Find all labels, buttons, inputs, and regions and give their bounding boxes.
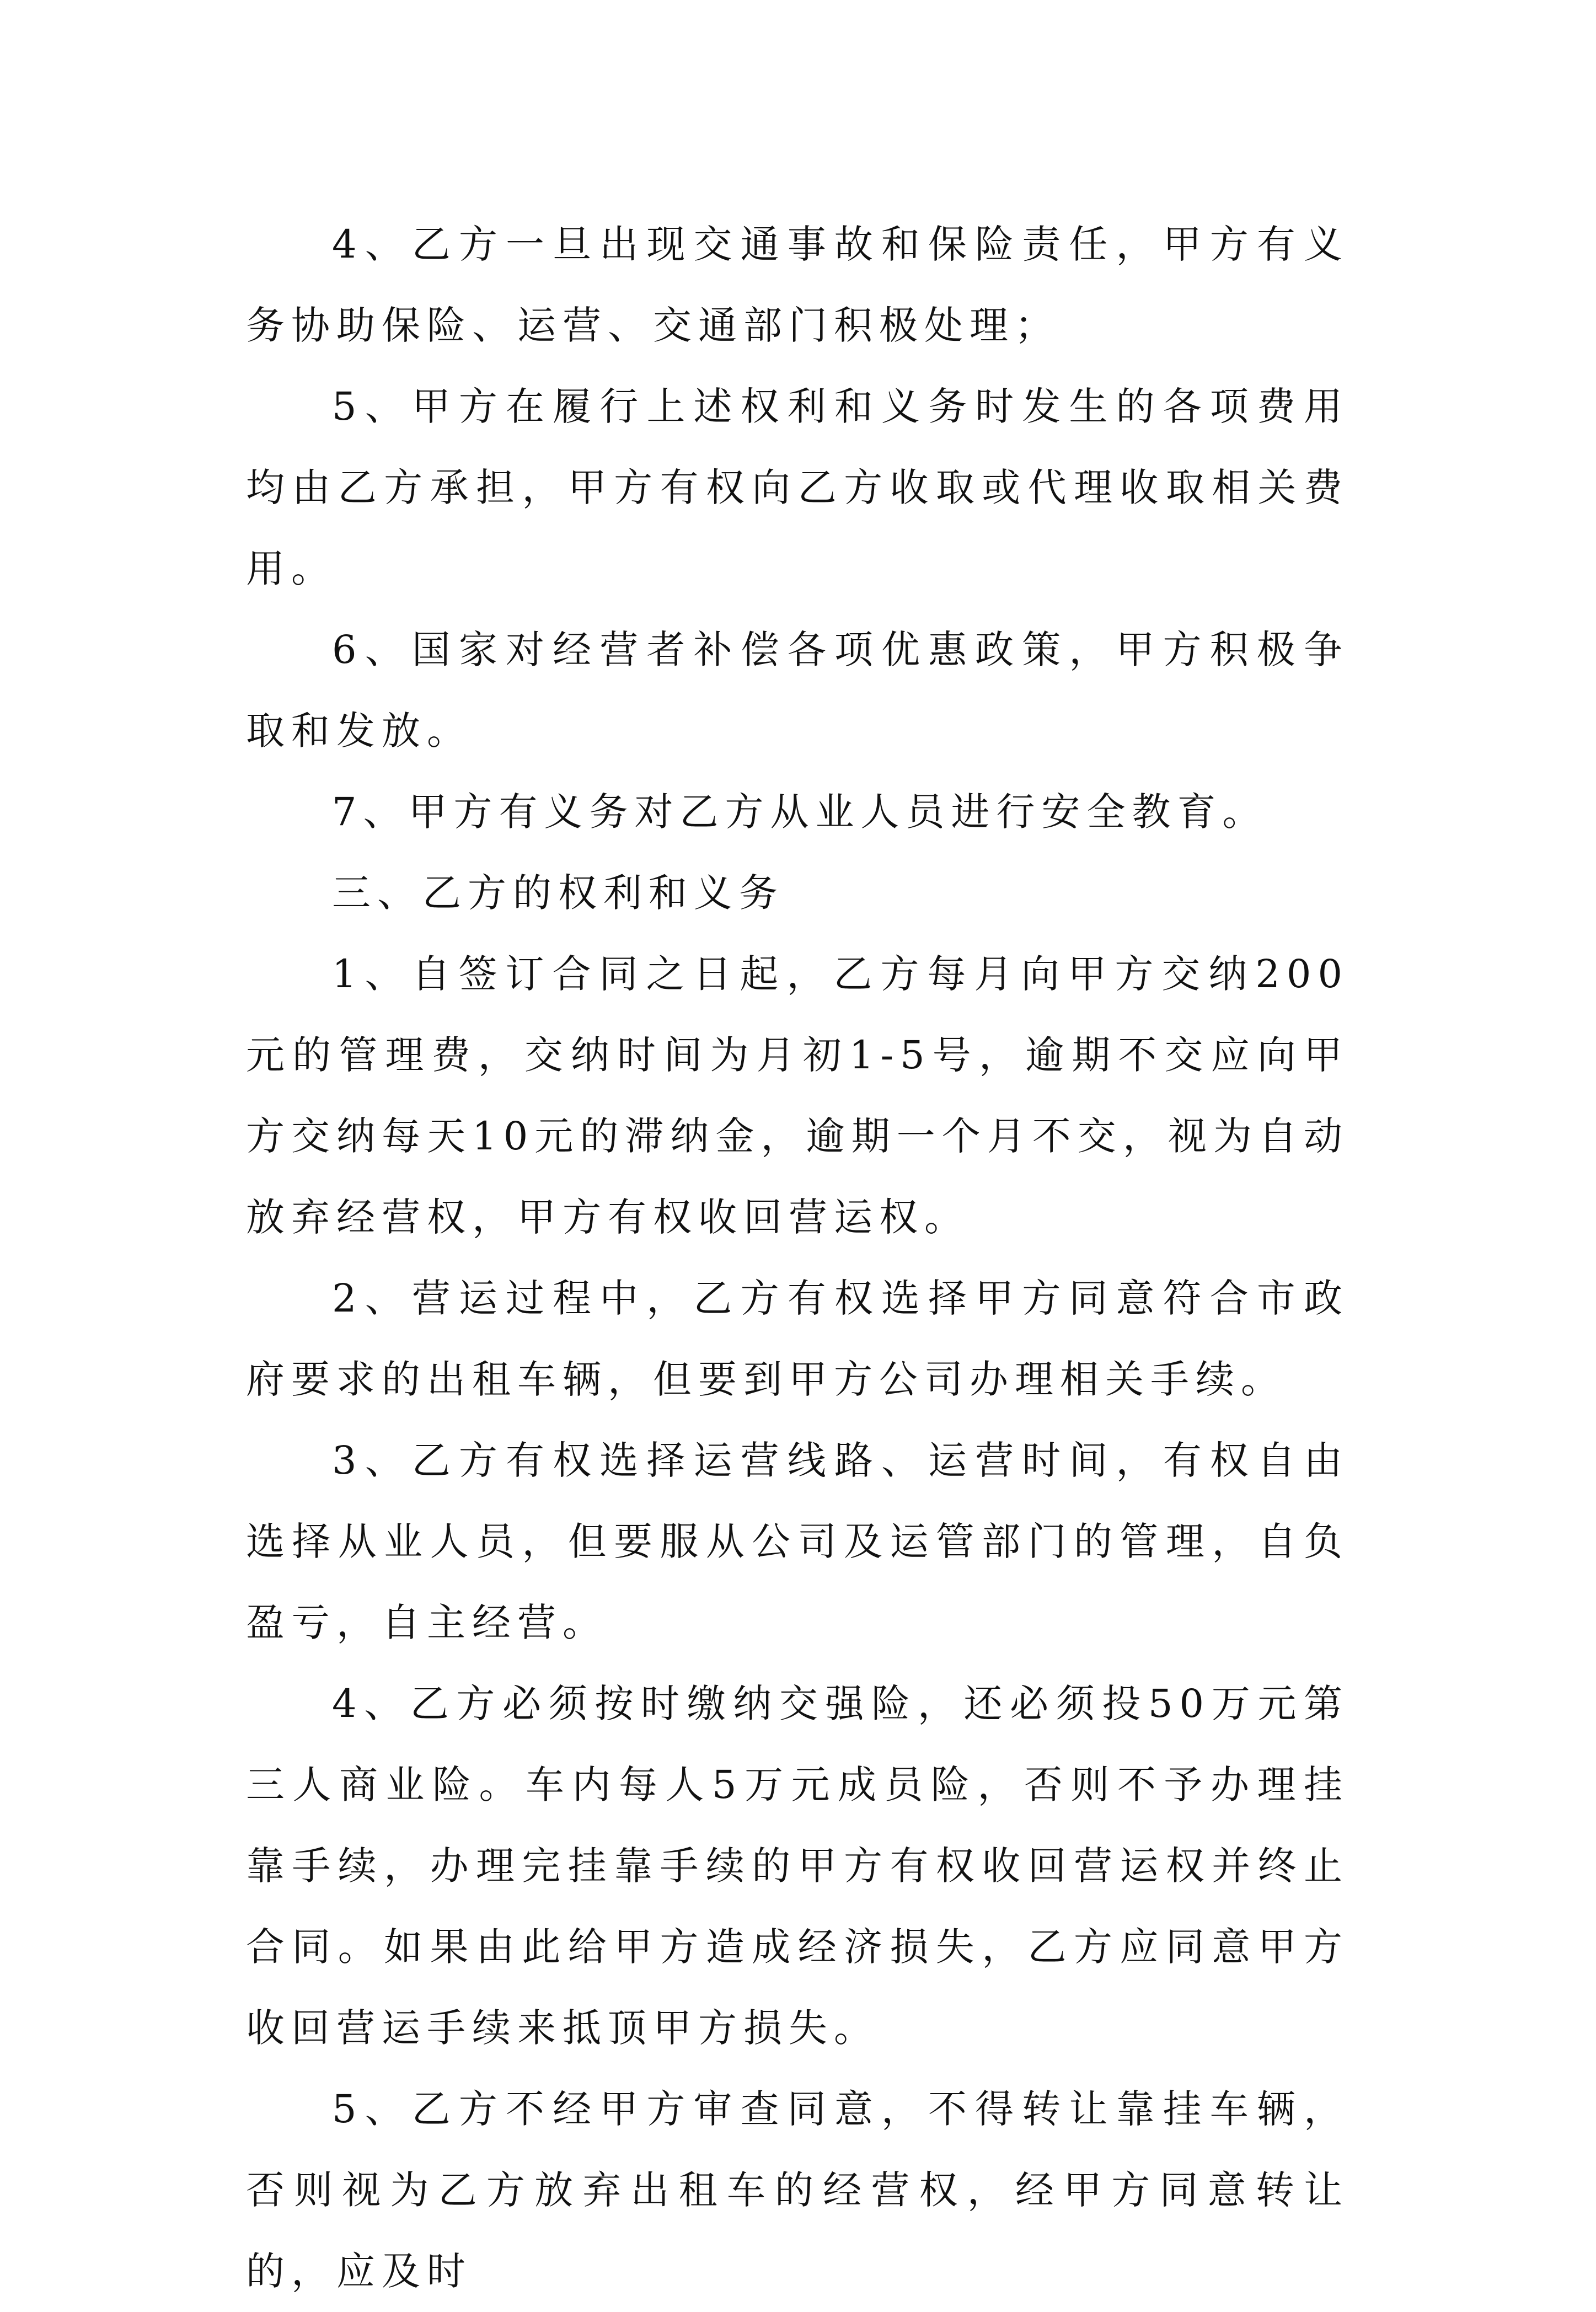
paragraph-clause-a4: 4、乙方一旦出现交通事故和保险责任，甲方有义务协助保险、运营、交通部门积极处理； [246, 222, 1349, 348]
paragraph-clause-b2: 2、营运过程中，乙方有权选择甲方同意符合市政府要求的出租车辆，但要到甲方公司办理相关手续。 [246, 1276, 1349, 1402]
paragraph-clause-a5: 5、甲方在履行上述权利和义务时发生的各项费用均由乙方承担，甲方有权向乙方收取或代理收取相关费用。 [246, 384, 1349, 591]
paragraph-clause-a6: 6、国家对经营者补偿各项优惠政策，甲方积极争取和发放。 [246, 627, 1349, 753]
paragraph-clause-b5: 5、乙方不经甲方审查同意，不得转让靠挂车辆，否则视为乙方放弃出租车的经营权，经甲方同意转让的，应及时 [246, 2086, 1349, 2294]
paragraph-clause-a7: 7、甲方有义务对乙方从业人员进行安全教育。 [332, 789, 1268, 834]
paragraph-clause-b1: 1、自签订合同之日起，乙方每月向甲方交纳200元的管理费，交纳时间为月初1-5号，逾期不交应向甲方交纳每天10元的滞纳金，逾期一个月不交，视为自动放弃经营权，甲方有权收回营运权。 [246, 951, 1349, 1240]
paragraph-clause-b3: 3、乙方有权选择运营线路、运营时间，有权自由选择从业人员，但要服从公司及运管部门的管理，自负盈亏，自主经营。 [246, 1438, 1349, 1645]
paragraph-clause-b4: 4、乙方必须按时缴纳交强险，还必须投50万元第三人商业险。车内每人5万元成员险，否则不予办理挂靠手续，办理完挂靠手续的甲方有权收回营运权并终止合同。如果由此给甲方造成经济损失，乙方应同意甲方收回营运手续来抵顶甲方损失。 [246, 1681, 1349, 2051]
document-body [246, 204, 1349, 2312]
section-heading: 三、乙方的权利和义务 [332, 870, 784, 916]
